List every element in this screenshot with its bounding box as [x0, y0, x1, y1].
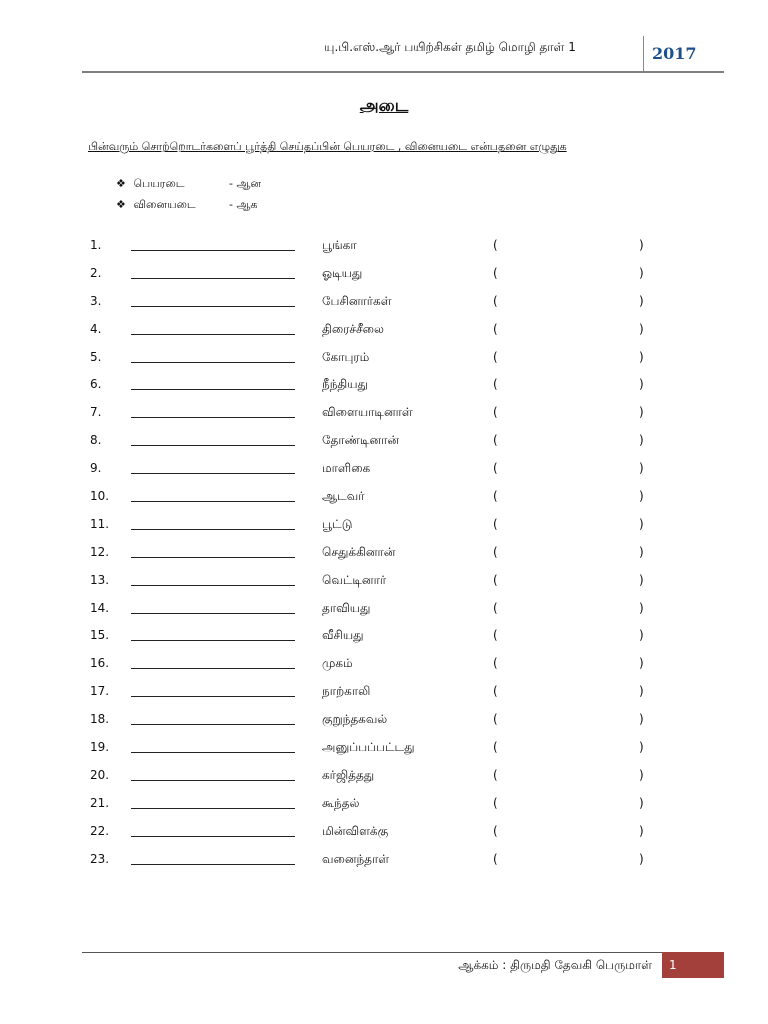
exercise-row [0, 626, 768, 654]
bracket-close: ) [639, 684, 644, 699]
exercise-row [0, 459, 768, 487]
exercise-row [0, 738, 768, 766]
row-word: குறுந்தகவல் [322, 712, 388, 727]
row-word: நீந்தியது [322, 377, 368, 392]
exercise-list [0, 236, 768, 877]
exercise-row [0, 320, 768, 348]
row-number: 2. [90, 265, 102, 280]
exercise-row [0, 571, 768, 599]
answer-blank[interactable] [131, 668, 295, 669]
answer-blank[interactable] [131, 334, 295, 335]
row-word: வனைந்தாள் [322, 851, 390, 866]
row-number: 22. [90, 823, 110, 838]
exercise-row [0, 348, 768, 376]
bracket-open: ( [493, 628, 498, 643]
row-number: 20. [90, 767, 110, 782]
row-number: 12. [90, 544, 110, 559]
answer-blank[interactable] [131, 362, 295, 363]
answer-blank[interactable] [131, 501, 295, 502]
bracket-open: ( [493, 740, 498, 755]
row-word: மின்விளக்கு [322, 823, 389, 838]
answer-blank[interactable] [131, 389, 295, 390]
row-word: மாளிகை [322, 461, 371, 476]
bracket-close: ) [639, 238, 644, 252]
row-word: கோபுரம் [322, 349, 370, 364]
row-number: 1. [90, 238, 102, 252]
bracket-close: ) [639, 851, 644, 866]
exercise-row [0, 822, 768, 850]
instruction-text: பின்வரும் சொற்றொடர்களைப் பூர்த்தி செய்தப்பின் பெயரடை , வினையடை என்பதனை எழுதுக [88, 140, 567, 153]
bracket-close: ) [639, 461, 644, 476]
row-number: 19. [90, 740, 110, 755]
row-number: 11. [90, 516, 110, 531]
bracket-open: ( [493, 265, 498, 280]
exercise-row [0, 543, 768, 571]
bracket-close: ) [639, 656, 644, 671]
row-number: 9. [90, 461, 102, 476]
row-word: கர்ஜித்தது [322, 767, 375, 782]
answer-blank[interactable] [131, 864, 295, 865]
bracket-close: ) [639, 572, 644, 587]
exercise-row [0, 794, 768, 822]
row-word: தாவியது [322, 600, 371, 615]
legend-item [116, 198, 376, 213]
diamond-bullet-icon: ❖ [116, 198, 126, 211]
exercise-row [0, 431, 768, 459]
row-word: பூங்கா [322, 238, 357, 252]
exercise-row [0, 375, 768, 403]
bracket-close: ) [639, 795, 644, 810]
answer-blank[interactable] [131, 250, 295, 251]
exercise-row [0, 515, 768, 543]
bracket-close: ) [639, 293, 644, 308]
header-title: யு.பி.எஸ்.ஆர் பயிற்சிகள் தமிழ் மொழி தாள் 1 [324, 40, 576, 54]
row-number: 8. [90, 433, 102, 448]
row-word: வெட்டினார் [322, 572, 387, 587]
bracket-close: ) [639, 628, 644, 643]
row-number: 16. [90, 656, 110, 671]
legend-term: பெயரடை [133, 177, 185, 190]
bracket-close: ) [639, 544, 644, 559]
answer-blank[interactable] [131, 808, 295, 809]
header-year: 2017 [652, 44, 697, 63]
bracket-close: ) [639, 377, 644, 392]
row-word: தோண்டினான் [322, 433, 399, 448]
bracket-close: ) [639, 767, 644, 782]
exercise-row [0, 236, 768, 264]
header-rule [82, 71, 724, 73]
row-word: அனுப்பப்பட்டது [322, 740, 415, 755]
row-word: ஓடியது [322, 265, 363, 280]
bracket-open: ( [493, 349, 498, 364]
exercise-row [0, 654, 768, 682]
bracket-open: ( [493, 489, 498, 504]
row-number: 17. [90, 684, 110, 699]
answer-blank[interactable] [131, 473, 295, 474]
bracket-open: ( [493, 293, 498, 308]
legend-rule: - ஆக [229, 198, 258, 211]
bracket-close: ) [639, 265, 644, 280]
row-word: கூந்தல் [322, 795, 360, 810]
row-word: வீசியது [322, 628, 364, 643]
row-number: 3. [90, 293, 102, 308]
bracket-close: ) [639, 433, 644, 448]
answer-blank[interactable] [131, 724, 295, 725]
exercise-row [0, 403, 768, 431]
bracket-open: ( [493, 544, 498, 559]
row-number: 18. [90, 712, 110, 727]
answer-blank[interactable] [131, 445, 295, 446]
bracket-open: ( [493, 712, 498, 727]
row-word: ஆடவர் [322, 489, 365, 504]
exercise-row [0, 710, 768, 738]
answer-blank[interactable] [131, 752, 295, 753]
exercise-row [0, 487, 768, 515]
footer-rule [82, 952, 724, 953]
bracket-open: ( [493, 405, 498, 420]
row-word: பேசினார்கள் [322, 293, 392, 308]
row-number: 23. [90, 851, 110, 866]
answer-blank[interactable] [131, 529, 295, 530]
answer-blank[interactable] [131, 585, 295, 586]
bracket-open: ( [493, 851, 498, 866]
row-word: பூட்டு [322, 516, 353, 531]
bracket-close: ) [639, 740, 644, 755]
bracket-open: ( [493, 823, 498, 838]
footer-credit: ஆக்கம் : திருமதி தேவகி பெருமாள் [458, 958, 652, 972]
bracket-open: ( [493, 238, 498, 252]
row-word: முகம் [322, 656, 353, 671]
bracket-close: ) [639, 489, 644, 504]
bracket-open: ( [493, 572, 498, 587]
bracket-open: ( [493, 321, 498, 336]
bracket-close: ) [639, 321, 644, 336]
bracket-close: ) [639, 712, 644, 727]
page-number: 1 [669, 958, 677, 972]
row-number: 7. [90, 405, 102, 420]
bracket-close: ) [639, 516, 644, 531]
exercise-row [0, 292, 768, 320]
exercise-row [0, 682, 768, 710]
answer-blank[interactable] [131, 696, 295, 697]
bracket-open: ( [493, 377, 498, 392]
footer-page-box [662, 952, 724, 978]
answer-blank[interactable] [131, 417, 295, 418]
row-number: 10. [90, 489, 110, 504]
row-number: 21. [90, 795, 110, 810]
row-number: 14. [90, 600, 110, 615]
bracket-open: ( [493, 795, 498, 810]
bracket-open: ( [493, 516, 498, 531]
row-word: நாற்காலி [322, 684, 371, 699]
row-number: 6. [90, 377, 102, 392]
exercise-row [0, 599, 768, 627]
row-word: விளையாடினாள் [322, 405, 413, 420]
bracket-open: ( [493, 684, 498, 699]
header-divider [643, 36, 644, 72]
bracket-close: ) [639, 823, 644, 838]
bracket-open: ( [493, 767, 498, 782]
legend-term: வினையடை [133, 198, 196, 211]
bracket-close: ) [639, 405, 644, 420]
bracket-close: ) [639, 349, 644, 364]
bracket-open: ( [493, 461, 498, 476]
answer-blank[interactable] [131, 836, 295, 837]
legend-item [116, 177, 376, 192]
row-number: 13. [90, 572, 110, 587]
bracket-open: ( [493, 600, 498, 615]
answer-blank[interactable] [131, 640, 295, 641]
row-number: 5. [90, 349, 102, 364]
row-word: திரைச்சீலை [322, 321, 384, 336]
legend-rule: - ஆன [229, 177, 262, 190]
answer-blank[interactable] [131, 306, 295, 307]
answer-blank[interactable] [131, 557, 295, 558]
answer-blank[interactable] [131, 613, 295, 614]
diamond-bullet-icon: ❖ [116, 177, 126, 190]
answer-blank[interactable] [131, 278, 295, 279]
exercise-row [0, 850, 768, 878]
answer-blank[interactable] [131, 780, 295, 781]
exercise-row [0, 264, 768, 292]
bracket-open: ( [493, 656, 498, 671]
bracket-open: ( [493, 433, 498, 448]
row-number: 15. [90, 628, 110, 643]
page-heading: அடை [359, 96, 409, 116]
exercise-row [0, 766, 768, 794]
row-number: 4. [90, 321, 102, 336]
row-word: செதுக்கினான் [322, 544, 396, 559]
bracket-close: ) [639, 600, 644, 615]
